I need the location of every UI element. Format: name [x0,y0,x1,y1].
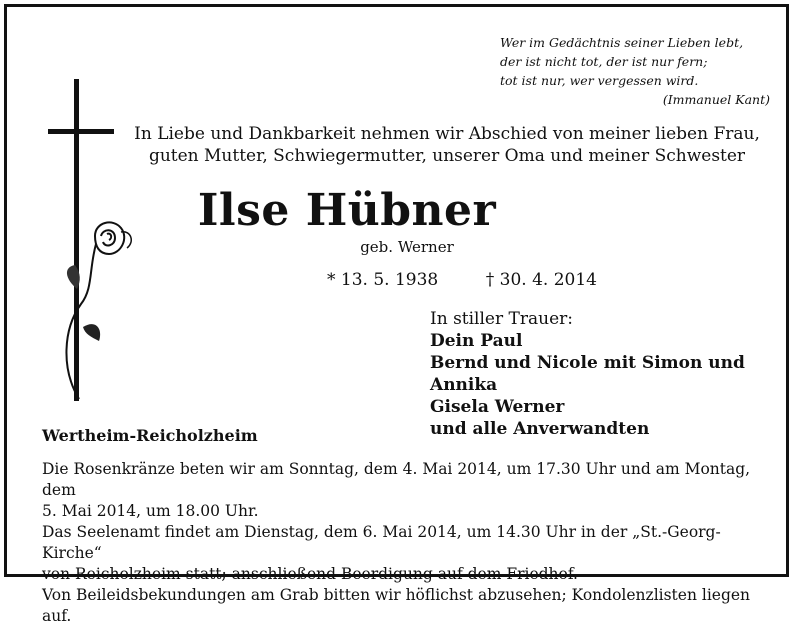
place-name: Wertheim-Reicholzheim [42,426,258,445]
quote-line: tot ist nur, wer vergessen wird. [500,73,699,88]
info-line: Das Seelenamt findet am Dienstag, dem 6. Mai 2014, um 14.30 Uhr in der „St.-Georg-Kirche“ [42,523,721,562]
info-line: Von Beileidsbekundungen am Grab bitten wir höflichst abzusehen; Kondolenzlisten liegen auf. [42,586,751,625]
quote-line: der ist nicht tot, der ist nur fern; [500,54,708,69]
obituary-frame [4,4,789,625]
farewell-text [127,123,767,167]
birth-date: * 13. 5. 1938 [327,270,439,290]
info-line: 5. Mai 2014, um 18.00 Uhr. [42,502,259,520]
info-line: Die Rosenkränze beten wir am Sonntag, dem 4. Mai 2014, um 17.30 Uhr und am Montag, dem [42,460,751,499]
death-date: † 30. 4. 2014 [485,270,597,290]
mourner-name: Gisela Werner [430,397,565,417]
info-line: von Reicholzheim statt; anschließend Beerdigung auf dem Friedhof. [42,565,578,583]
deceased-name: Ilse Hübner [197,185,497,236]
mourner-name: und alle Anverwandten [430,419,650,439]
service-info [42,459,772,627]
quote-line: Wer im Gedächtnis seiner Lieben lebt, [500,35,744,50]
maiden-name: geb. Werner [360,238,454,256]
mourner-name: Bernd und Nicole mit Simon und Annika [430,353,745,395]
mourner-name: Dein Paul [430,331,523,351]
quote-author: (Immanuel Kant) [662,92,770,107]
farewell-line: In Liebe und Dankbarkeit nehmen wir Abschied von meiner lieben Frau, [134,124,760,144]
mourners-heading: In stiller Trauer: [430,309,573,329]
kant-quote [500,33,770,109]
farewell-line: guten Mutter, Schwiegermutter, unserer Oma und meiner Schwester [148,146,746,166]
cross-with-rose-icon [41,79,141,409]
life-dates [327,270,597,290]
mourners-list [430,308,786,440]
